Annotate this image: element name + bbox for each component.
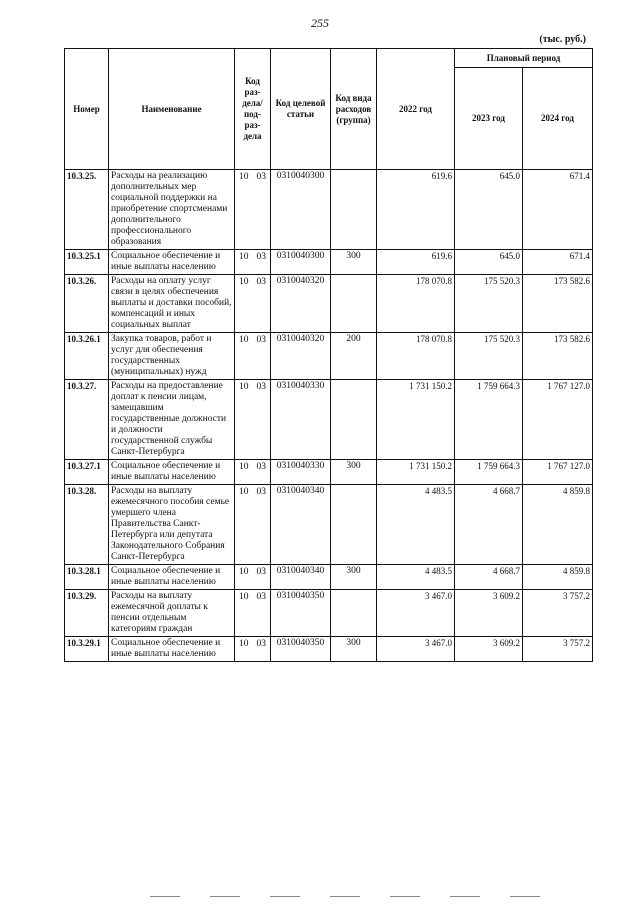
table-row	[65, 333, 593, 380]
row-value-2023: 175 520.3	[455, 333, 523, 380]
row-number: 10.3.25.	[65, 170, 109, 250]
row-section: 10	[239, 462, 249, 472]
row-number: 10.3.29.1	[65, 637, 109, 662]
row-target-code: 0310040350	[271, 637, 331, 662]
row-value-2022: 4 483.5	[377, 485, 455, 565]
row-number: 10.3.26.	[65, 275, 109, 333]
units-label: (тыс. руб.)	[539, 34, 586, 45]
row-section-code	[235, 333, 271, 380]
row-section: 10	[239, 277, 249, 287]
row-section-code	[235, 250, 271, 275]
row-value-2022: 1 731 150.2	[377, 460, 455, 485]
row-subsection: 03	[256, 567, 266, 577]
row-number: 10.3.28.	[65, 485, 109, 565]
row-value-2023: 645.0	[455, 170, 523, 250]
row-section: 10	[239, 382, 249, 392]
page-number: 255	[311, 16, 329, 30]
row-target-code: 0310040350	[271, 590, 331, 637]
row-value-2024: 173 582.6	[523, 275, 593, 333]
row-section: 10	[239, 252, 249, 262]
row-expense-type: 200	[331, 333, 377, 380]
table-body	[65, 170, 593, 662]
row-section: 10	[239, 639, 249, 649]
row-value-2022: 178 070.8	[377, 333, 455, 380]
row-value-2023: 645.0	[455, 250, 523, 275]
row-number: 10.3.27.1	[65, 460, 109, 485]
row-section: 10	[239, 487, 249, 497]
row-value-2024: 173 582.6	[523, 333, 593, 380]
row-value-2024: 1 767 127.0	[523, 380, 593, 460]
row-name: Социальное обеспечение и иные выплаты населению	[109, 637, 235, 662]
row-expense-type	[331, 275, 377, 333]
row-value-2022: 4 483.5	[377, 565, 455, 590]
table-row	[65, 170, 593, 250]
row-name: Расходы на оплату услуг связи в целях обеспечения выплаты и доставки пособий, компенсаций и иных социальных выплат	[109, 275, 235, 333]
row-value-2022: 3 467.0	[377, 590, 455, 637]
table-row	[65, 485, 593, 565]
table-row	[65, 275, 593, 333]
header-name: Наименование	[109, 49, 235, 170]
row-subsection: 03	[256, 462, 266, 472]
row-subsection: 03	[256, 252, 266, 262]
row-target-code: 0310040330	[271, 460, 331, 485]
row-expense-type: 300	[331, 250, 377, 275]
row-value-2023: 4 668.7	[455, 485, 523, 565]
row-target-code: 0310040320	[271, 275, 331, 333]
row-expense-type: 300	[331, 637, 377, 662]
header-target-code: Код целевой статьи	[271, 49, 331, 170]
row-section-code	[235, 170, 271, 250]
row-subsection: 03	[256, 487, 266, 497]
row-name: Расходы на выплату ежемесячной доплаты к пенсии отдельным категориям граждан	[109, 590, 235, 637]
row-section-code	[235, 590, 271, 637]
header-expense-type: Код вида расходов (группа)	[331, 49, 377, 170]
row-value-2022: 3 467.0	[377, 637, 455, 662]
row-name: Социальное обеспечение и иные выплаты населению	[109, 250, 235, 275]
row-number: 10.3.25.1	[65, 250, 109, 275]
table-row	[65, 380, 593, 460]
row-value-2024: 671.4	[523, 250, 593, 275]
row-value-2022: 619.6	[377, 170, 455, 250]
row-subsection: 03	[256, 335, 266, 345]
row-subsection: 03	[256, 639, 266, 649]
header-section-code: Код раз-дела/ под-раз-дела	[235, 49, 271, 170]
row-name: Расходы на выплату ежемесячного пособия семье умершего члена Правительства Санкт-Петербурга или депутата Законодательного Собрания Санкт-Петербурга	[109, 485, 235, 565]
row-expense-type: 300	[331, 460, 377, 485]
budget-table	[64, 48, 593, 662]
row-target-code: 0310040340	[271, 485, 331, 565]
row-name: Закупка товаров, работ и услуг для обеспечения государственных (муниципальных) нужд	[109, 333, 235, 380]
row-section: 10	[239, 567, 249, 577]
row-section-code	[235, 460, 271, 485]
row-expense-type	[331, 590, 377, 637]
row-value-2024: 671.4	[523, 170, 593, 250]
row-section-code	[235, 380, 271, 460]
row-value-2022: 619.6	[377, 250, 455, 275]
row-value-2023: 4 668.7	[455, 565, 523, 590]
row-target-code: 0310040300	[271, 170, 331, 250]
table-row	[65, 460, 593, 485]
table-row	[65, 590, 593, 637]
table-row	[65, 250, 593, 275]
row-section: 10	[239, 335, 249, 345]
row-target-code: 0310040320	[271, 333, 331, 380]
row-target-code: 0310040300	[271, 250, 331, 275]
header-2024: 2024 год	[523, 68, 593, 170]
row-value-2023: 3 609.2	[455, 637, 523, 662]
row-value-2024: 3 757.2	[523, 637, 593, 662]
row-value-2022: 178 070.8	[377, 275, 455, 333]
row-target-code: 0310040330	[271, 380, 331, 460]
row-number: 10.3.28.1	[65, 565, 109, 590]
row-value-2023: 3 609.2	[455, 590, 523, 637]
header-2023: 2023 год	[455, 68, 523, 170]
row-value-2024: 3 757.2	[523, 590, 593, 637]
table-header	[65, 49, 593, 170]
header-planned-period: Плановый период	[455, 49, 593, 68]
header-number: Номер	[65, 49, 109, 170]
row-subsection: 03	[256, 172, 266, 182]
row-expense-type	[331, 170, 377, 250]
row-expense-type	[331, 380, 377, 460]
row-section-code	[235, 485, 271, 565]
row-value-2024: 4 859.8	[523, 565, 593, 590]
row-expense-type	[331, 485, 377, 565]
row-subsection: 03	[256, 592, 266, 602]
row-target-code: 0310040340	[271, 565, 331, 590]
footer-divider	[150, 896, 550, 897]
row-value-2023: 1 759 664.3	[455, 460, 523, 485]
table-row	[65, 637, 593, 662]
row-subsection: 03	[256, 382, 266, 392]
row-name: Социальное обеспечение и иные выплаты населению	[109, 460, 235, 485]
row-value-2023: 175 520.3	[455, 275, 523, 333]
row-section-code	[235, 565, 271, 590]
row-number: 10.3.27.	[65, 380, 109, 460]
row-name: Расходы на предоставление доплат к пенсии лицам, замещавшим государственные должности и должности государственной службы Санкт-Петербурга	[109, 380, 235, 460]
header-2022: 2022 год	[377, 49, 455, 170]
row-section: 10	[239, 172, 249, 182]
row-number: 10.3.29.	[65, 590, 109, 637]
row-number: 10.3.26.1	[65, 333, 109, 380]
row-expense-type: 300	[331, 565, 377, 590]
row-value-2024: 4 859.8	[523, 485, 593, 565]
row-name: Расходы на реализацию дополнительных мер социальной поддержки на приобретение спортсменами дополнительного профессионального образования	[109, 170, 235, 250]
row-value-2022: 1 731 150.2	[377, 380, 455, 460]
row-section-code	[235, 637, 271, 662]
row-subsection: 03	[256, 277, 266, 287]
row-section: 10	[239, 592, 249, 602]
table-row	[65, 565, 593, 590]
row-name: Социальное обеспечение и иные выплаты населению	[109, 565, 235, 590]
row-value-2023: 1 759 664.3	[455, 380, 523, 460]
row-value-2024: 1 767 127.0	[523, 460, 593, 485]
row-section-code	[235, 275, 271, 333]
